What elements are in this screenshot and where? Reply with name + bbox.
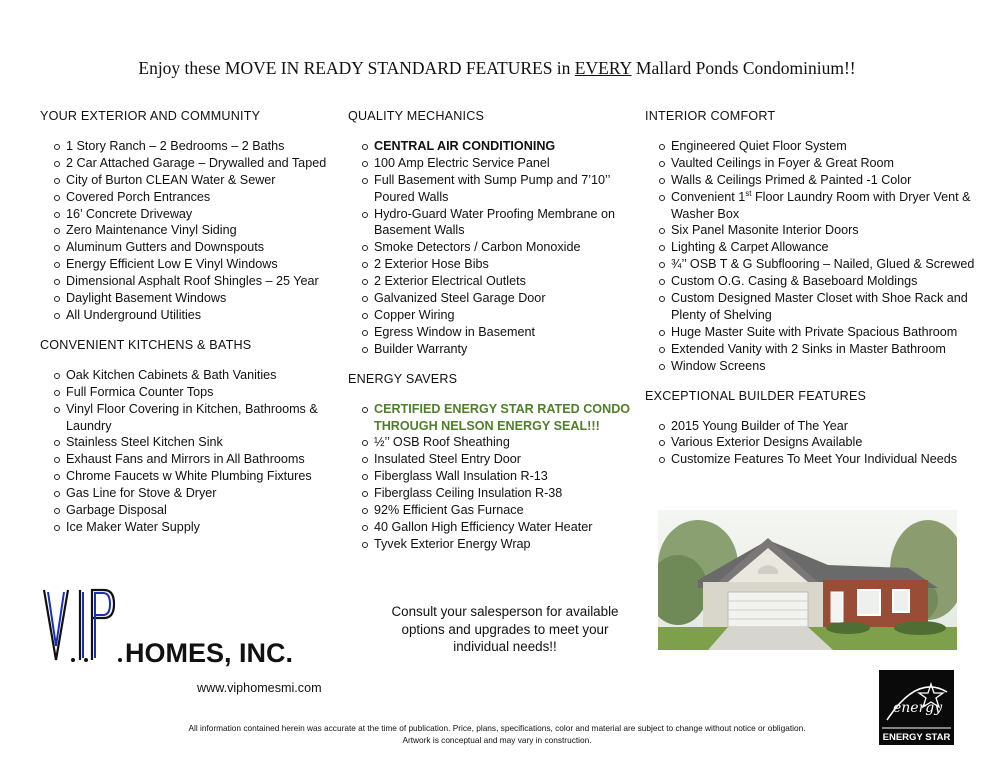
headline xyxy=(0,58,994,79)
bullet-circle-icon xyxy=(659,347,665,353)
list-item: All Underground Utilities xyxy=(40,307,340,324)
list-item: Extended Vanity with 2 Sinks in Master Bathroom xyxy=(645,341,975,358)
bullet-circle-icon xyxy=(362,245,368,251)
list-item: Oak Kitchen Cabinets & Bath Vanities xyxy=(40,367,340,384)
disclaimer-line2: Artwork is conceptual and may vary in construction. xyxy=(402,735,592,745)
headline-part2: Mallard Ponds Condominium!! xyxy=(631,58,856,78)
bullet-circle-icon xyxy=(659,330,665,336)
bullet-circle-icon xyxy=(362,407,368,413)
bullet-circle-icon xyxy=(362,330,368,336)
list-exterior xyxy=(40,138,340,324)
list-item: ½’’ OSB Roof Sheathing xyxy=(348,434,633,451)
bullet-circle-icon xyxy=(54,313,60,319)
list-item: Lighting & Carpet Allowance xyxy=(645,239,975,256)
bullet-circle-icon xyxy=(54,296,60,302)
list-item: Stainless Steel Kitchen Sink xyxy=(40,434,340,451)
list-item: 16’ Concrete Driveway xyxy=(40,206,340,223)
list-item: Egress Window in Basement xyxy=(348,324,633,341)
list-item: Copper Wiring xyxy=(348,307,633,324)
list-item: 2 Exterior Electrical Outlets xyxy=(348,273,633,290)
bullet-circle-icon xyxy=(659,296,665,302)
bullet-circle-icon xyxy=(362,542,368,548)
list-mechanics xyxy=(348,138,633,358)
bullet-circle-icon xyxy=(362,212,368,218)
list-builder xyxy=(645,418,975,469)
column-mechanics-energy xyxy=(348,108,633,553)
list-item: Smoke Detectors / Carbon Monoxide xyxy=(348,239,633,256)
bullet-circle-icon xyxy=(54,144,60,150)
list-item: Fiberglass Ceiling Insulation R-38 xyxy=(348,485,633,502)
bullet-circle-icon xyxy=(659,178,665,184)
logo-text: HOMES, INC. xyxy=(125,638,294,668)
bullet-circle-icon xyxy=(54,440,60,446)
list-item: Vaulted Ceilings in Foyer & Great Room xyxy=(645,155,975,172)
energy-star-script: energy xyxy=(893,700,943,716)
bullet-circle-icon xyxy=(54,212,60,218)
section-heading-kitchens: CONVENIENT KITCHENS & BATHS xyxy=(40,337,252,352)
list-item: Tyvek Exterior Energy Wrap xyxy=(348,536,633,553)
bullet-circle-icon xyxy=(362,313,368,319)
list-item: Six Panel Masonite Interior Doors xyxy=(645,222,975,239)
list-item: Garbage Disposal xyxy=(40,502,340,519)
bullet-circle-icon xyxy=(659,228,665,234)
section-heading-energy: ENERGY SAVERS xyxy=(348,371,458,386)
list-item: Builder Warranty xyxy=(348,341,633,358)
bullet-circle-icon xyxy=(659,279,665,285)
bullet-circle-icon xyxy=(659,440,665,446)
list-item: Ice Maker Water Supply xyxy=(40,519,340,536)
disclaimer-line1: All information contained herein was accurate at the time of publication. Price, plans, specifications, color and material are subject to change without notice or obligation. xyxy=(188,723,806,733)
list-item: Daylight Basement Windows xyxy=(40,290,340,307)
bullet-circle-icon xyxy=(362,178,368,184)
section-heading-exterior: YOUR EXTERIOR AND COMMUNITY xyxy=(40,109,261,123)
bullet-circle-icon xyxy=(54,508,60,514)
bullet-circle-icon xyxy=(659,161,665,167)
bullet-circle-icon xyxy=(362,262,368,268)
list-item: 100 Amp Electric Service Panel xyxy=(348,155,633,172)
list-item: Gas Line for Stove & Dryer xyxy=(40,485,340,502)
bullet-circle-icon xyxy=(659,364,665,370)
vip-logo-graphic xyxy=(42,588,322,668)
list-item: Window Screens xyxy=(645,358,975,375)
list-item: 1 Story Ranch – 2 Bedrooms – 2 Baths xyxy=(40,138,340,155)
vip-homes-logo xyxy=(42,588,322,668)
bullet-circle-icon xyxy=(54,491,60,497)
list-item: Aluminum Gutters and Downspouts xyxy=(40,239,340,256)
bullet-circle-icon xyxy=(54,178,60,184)
bullet-circle-icon xyxy=(54,195,60,201)
website-url[interactable]: www.viphomesmi.com xyxy=(197,681,322,695)
list-item: 40 Gallon High Efficiency Water Heater xyxy=(348,519,633,536)
bullet-circle-icon xyxy=(659,424,665,430)
list-item: CERTIFIED ENERGY STAR RATED CONDO THROUGH NELSON ENERGY SEAL!!! xyxy=(348,401,633,435)
bullet-circle-icon xyxy=(362,474,368,480)
bullet-circle-icon xyxy=(54,373,60,379)
bullet-circle-icon xyxy=(54,457,60,463)
list-item: Zero Maintenance Vinyl Siding xyxy=(40,222,340,239)
bullet-circle-icon xyxy=(362,525,368,531)
list-item: Energy Efficient Low E Vinyl Windows xyxy=(40,256,340,273)
list-item: Full Basement with Sump Pump and 7’10’’ Poured Walls xyxy=(348,172,633,206)
bullet-circle-icon xyxy=(54,390,60,396)
headline-emph: EVERY xyxy=(574,58,632,78)
list-item: Vinyl Floor Covering in Kitchen, Bathrooms & Laundry xyxy=(40,401,340,435)
bullet-circle-icon xyxy=(659,457,665,463)
bullet-circle-icon xyxy=(659,144,665,150)
bullet-circle-icon xyxy=(54,525,60,531)
bullet-circle-icon xyxy=(362,347,368,353)
bullet-circle-icon xyxy=(362,279,368,285)
bullet-circle-icon xyxy=(362,491,368,497)
bullet-circle-icon xyxy=(362,440,368,446)
column-exterior-kitchens xyxy=(40,108,340,536)
list-item: City of Burton CLEAN Water & Sewer xyxy=(40,172,340,189)
logo-letters: V.I.P. xyxy=(50,640,53,641)
bullet-circle-icon xyxy=(362,508,368,514)
list-item: Custom Designed Master Closet with Shoe Rack and Plenty of Shelving xyxy=(645,290,975,324)
list-item: 2 Car Attached Garage – Drywalled and Taped xyxy=(40,155,340,172)
list-item: 2015 Young Builder of The Year xyxy=(645,418,975,435)
section-heading-interior: INTERIOR COMFORT xyxy=(645,109,776,123)
list-item: Insulated Steel Entry Door xyxy=(348,451,633,468)
bullet-circle-icon xyxy=(54,245,60,251)
list-item: Full Formica Counter Tops xyxy=(40,384,340,401)
section-heading-builder: EXCEPTIONAL BUILDER FEATURES xyxy=(645,388,867,403)
list-item: Chrome Faucets w White Plumbing Fixtures xyxy=(40,468,340,485)
list-item: 2 Exterior Hose Bibs xyxy=(348,256,633,273)
list-item: Galvanized Steel Garage Door xyxy=(348,290,633,307)
bullet-circle-icon xyxy=(659,262,665,268)
bullet-circle-icon xyxy=(362,144,368,150)
list-item: Hydro-Guard Water Proofing Membrane on Basement Walls xyxy=(348,206,633,240)
bullet-circle-icon xyxy=(54,161,60,167)
list-item: 92% Efficient Gas Furnace xyxy=(348,502,633,519)
list-interior xyxy=(645,138,975,375)
bullet-circle-icon xyxy=(54,474,60,480)
column-interior-builder xyxy=(645,108,975,468)
bullet-circle-icon xyxy=(362,161,368,167)
house-illustration xyxy=(658,510,957,650)
list-item: Dimensional Asphalt Roof Shingles – 25 Year xyxy=(40,273,340,290)
list-item: Huge Master Suite with Private Spacious Bathroom xyxy=(645,324,975,341)
disclaimer xyxy=(0,722,994,746)
energy-star-label: ENERGY STAR xyxy=(882,732,951,743)
headline-part1: Enjoy these MOVE IN READY STANDARD FEATURES in xyxy=(138,58,575,78)
list-item: Custom O.G. Casing & Baseboard Moldings xyxy=(645,273,975,290)
bullet-circle-icon xyxy=(659,245,665,251)
list-item: Fiberglass Wall Insulation R-13 xyxy=(348,468,633,485)
list-item: Walls & Ceilings Primed & Painted -1 Color xyxy=(645,172,975,189)
section-heading-mechanics: QUALITY MECHANICS xyxy=(348,109,485,123)
list-item: Covered Porch Entrances xyxy=(40,189,340,206)
list-item: Customize Features To Meet Your Individual Needs xyxy=(645,451,975,468)
bullet-circle-icon xyxy=(659,195,665,201)
list-item: Exhaust Fans and Mirrors in All Bathrooms xyxy=(40,451,340,468)
list-item: Convenient 1st Floor Laundry Room with Dryer Vent & Washer Box xyxy=(645,189,975,223)
list-item: Various Exterior Designs Available xyxy=(645,434,975,451)
bullet-circle-icon xyxy=(54,262,60,268)
list-item: CENTRAL AIR CONDITIONING xyxy=(348,138,633,155)
bullet-circle-icon xyxy=(54,279,60,285)
bullet-circle-icon xyxy=(362,457,368,463)
consult-note: Consult your salesperson for available options and upgrades to meet your individual needs!! xyxy=(391,604,619,654)
list-item: ¾’’ OSB T & G Subflooring – Nailed, Glued & Screwed xyxy=(645,256,975,273)
list-energy xyxy=(348,401,633,553)
list-kitchens xyxy=(40,367,340,536)
list-item: Engineered Quiet Floor System xyxy=(645,138,975,155)
bullet-circle-icon xyxy=(362,296,368,302)
bullet-circle-icon xyxy=(54,228,60,234)
bullet-circle-icon xyxy=(54,407,60,413)
